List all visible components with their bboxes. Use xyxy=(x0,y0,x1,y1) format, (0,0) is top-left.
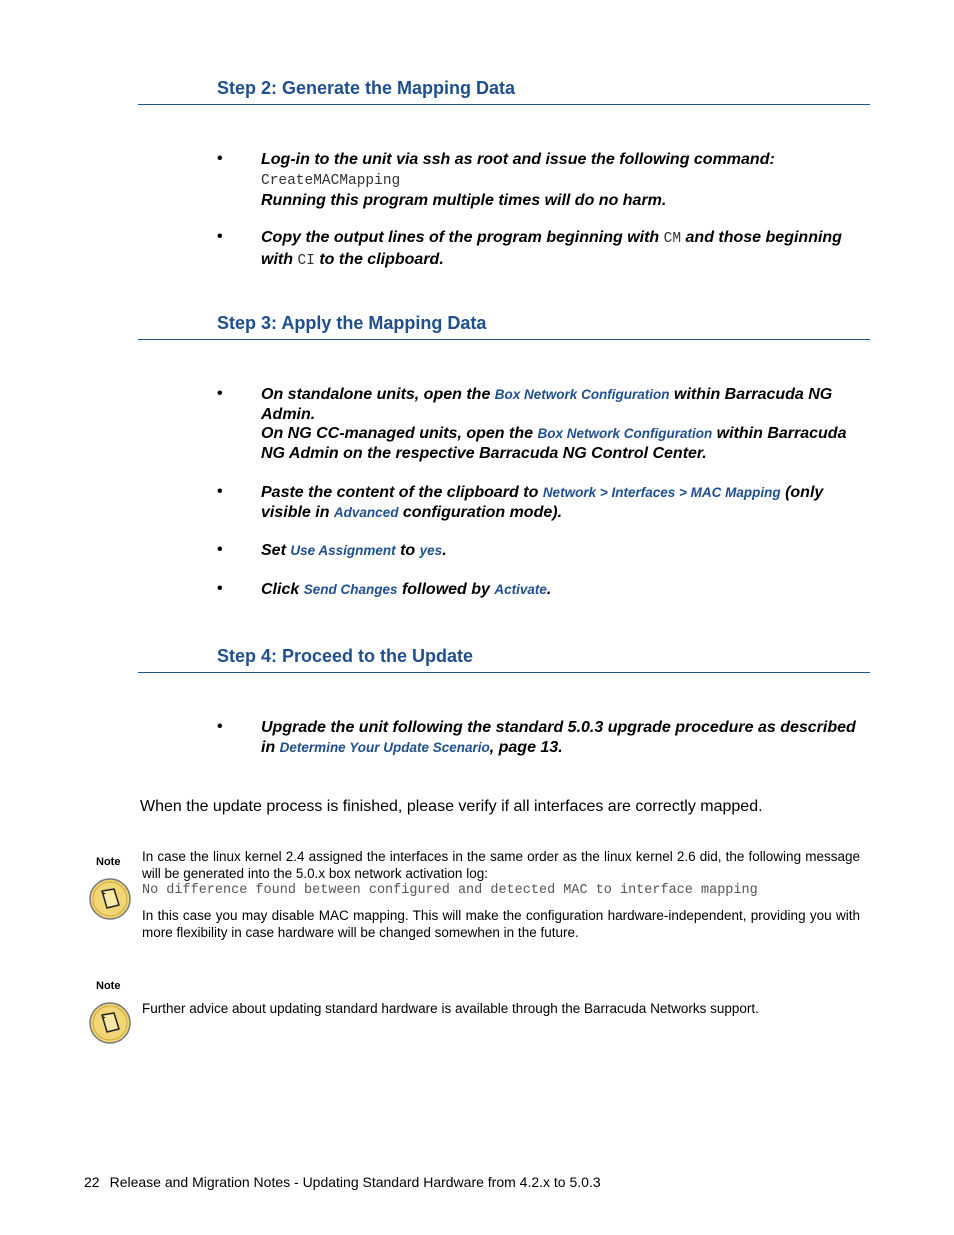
ui-ref-yes: yes xyxy=(419,543,443,558)
step4-bullet-1: Upgrade the unit following the standard 5.0.3 upgrade procedure as described in Determine Your Update Scenario, page 13. xyxy=(261,719,856,756)
bullet: • xyxy=(217,718,223,735)
note-label: Note xyxy=(96,980,121,992)
footer-title: Release and Migration Notes - Updating Standard Hardware from 4.2.x to 5.0.3 xyxy=(109,1174,601,1190)
step2-bullet-1: Log-in to the unit via ssh as root and issue the following command: CreateMACMapping Running this program multiple times will do no harm. xyxy=(261,151,775,209)
page-number: 22 xyxy=(84,1174,100,1190)
bullet: • xyxy=(217,385,223,402)
step3-bullet-4: Click Send Changes followed by Activate. xyxy=(261,581,552,598)
ui-ref-activate: Activate xyxy=(494,582,547,597)
note-icon xyxy=(88,1001,132,1045)
step3-rule xyxy=(138,339,870,340)
ui-ref-use-assignment: Use Assignment xyxy=(290,543,396,558)
step4-heading: Step 4: Proceed to the Update xyxy=(217,646,474,666)
bullet: • xyxy=(217,150,223,167)
ui-ref-mac-mapping: Network > Interfaces > MAC Mapping xyxy=(542,485,781,500)
step4-rule xyxy=(138,672,870,673)
note-icon xyxy=(88,877,132,921)
step3-bullet-2: Paste the content of the clipboard to Network > Interfaces > MAC Mapping (only visible in Advanced configuration mode). xyxy=(261,484,824,521)
bullet: • xyxy=(217,483,223,500)
step2-heading: Step 2: Generate the Mapping Data xyxy=(217,78,516,98)
ui-ref-box-network-config: Box Network Configuration xyxy=(537,426,713,441)
ui-ref-box-network-config: Box Network Configuration xyxy=(494,387,670,402)
step2-bullet-2: Copy the output lines of the program beginning with CM and those beginning with CI to the clipboard. xyxy=(261,229,842,269)
note1-text-1: In case the linux kernel 2.4 assigned the interfaces in the same order as the linux kernel 2.6 did, the following message will be generated into the 5.0.x box network activation log: xyxy=(142,849,860,881)
bullet: • xyxy=(217,541,223,558)
step3-bullet-3: Set Use Assignment to yes. xyxy=(261,542,447,559)
step3-heading: Step 3: Apply the Mapping Data xyxy=(217,313,487,333)
note2-text: Further advice about updating standard hardware is available through the Barracuda Networks support. xyxy=(142,1001,759,1016)
step2-rule xyxy=(138,104,870,105)
bullet: • xyxy=(217,228,223,245)
after-text: When the update process is finished, please verify if all interfaces are correctly mapped. xyxy=(140,798,763,815)
command-code: CreateMACMapping xyxy=(261,172,401,189)
step3-bullet-1: On standalone units, open the Box Network Configuration within Barracuda NG Admin. On NG CC-managed units, open the Box Network Configuration within Barracuda NG Admin on the respective Barracuda NG Control Center. xyxy=(261,386,847,462)
page-footer xyxy=(84,1174,601,1190)
note1-text-2: In this case you may disable MAC mapping. This will make the configuration hardware-independent, providing you with more flexibility in case hardware will be changed somewhen in the future. xyxy=(142,908,860,940)
note1-code: No difference found between configured and detected MAC to interface mapping xyxy=(142,883,758,898)
ui-ref-advanced: Advanced xyxy=(333,504,399,520)
ui-ref-update-scenario: Determine Your Update Scenario xyxy=(279,739,490,755)
bullet: • xyxy=(217,580,223,597)
note-label: Note xyxy=(96,856,121,868)
ui-ref-send-changes: Send Changes xyxy=(303,582,398,597)
